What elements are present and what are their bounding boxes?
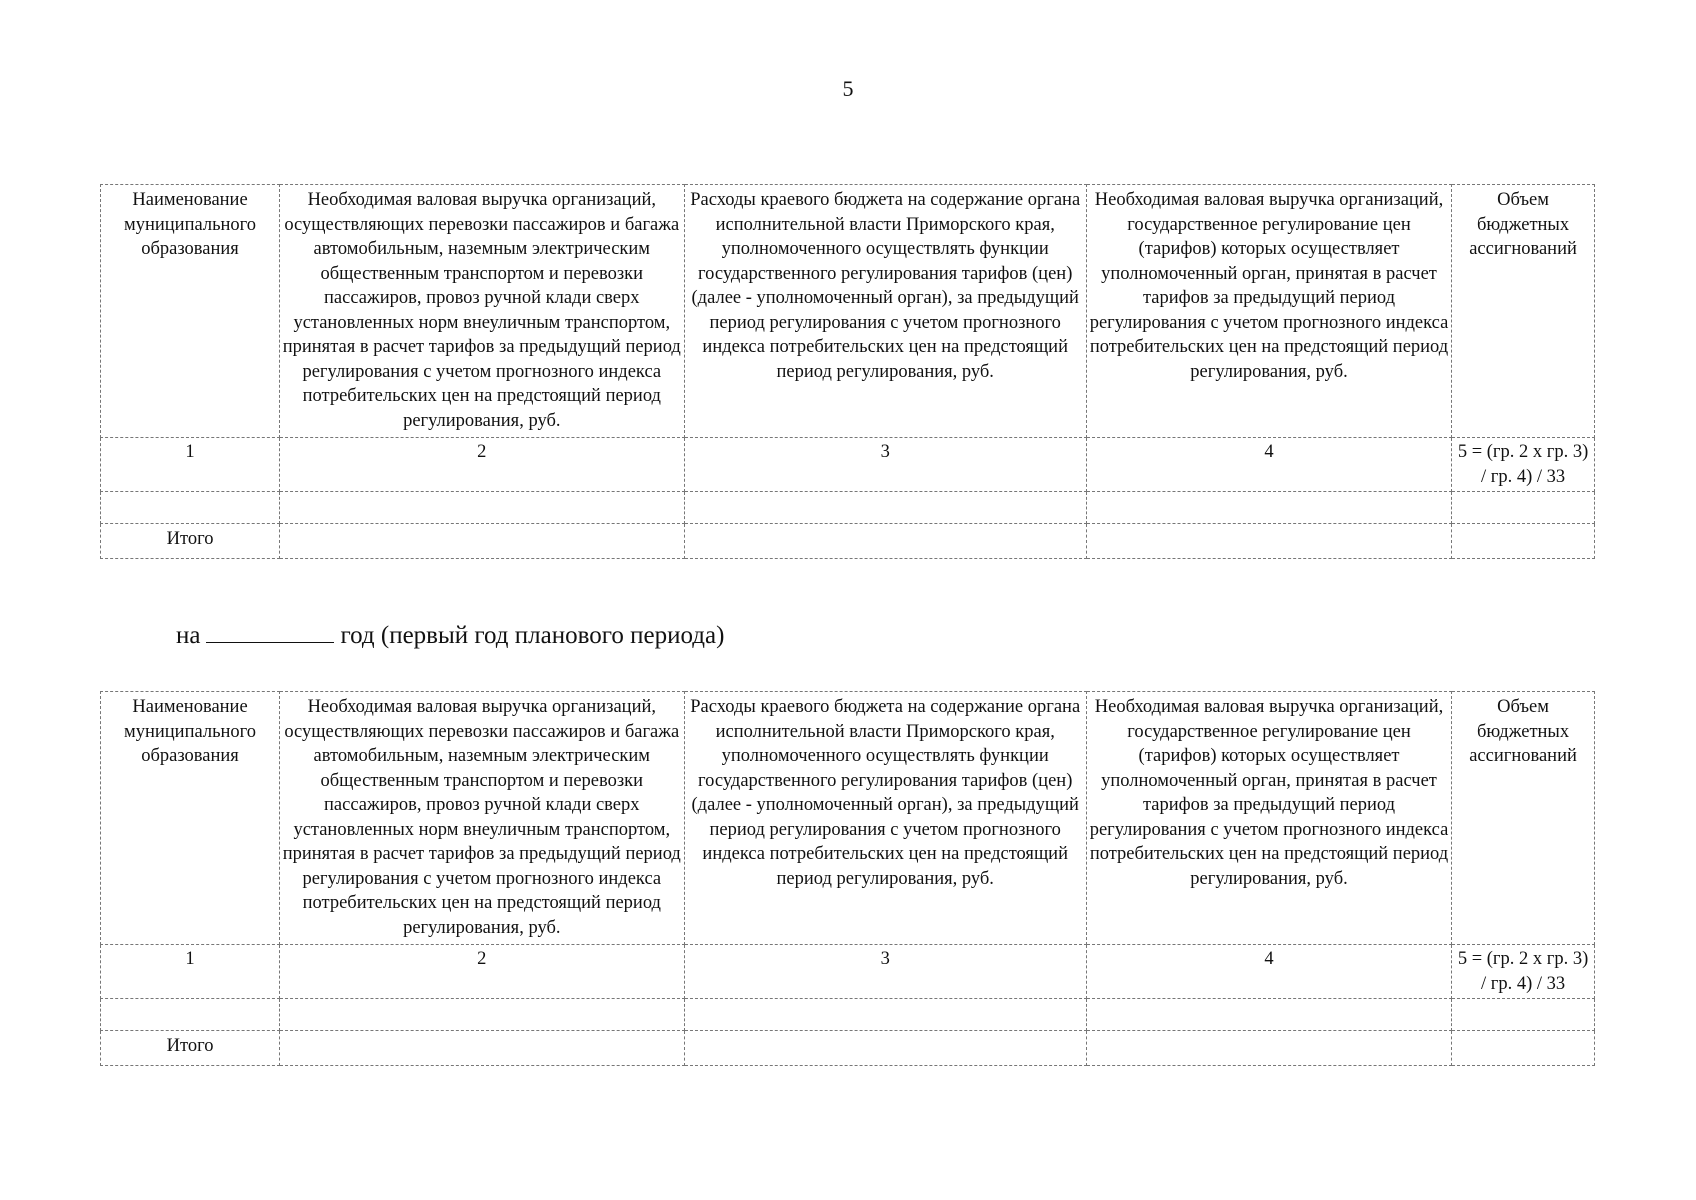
table-cell	[684, 1031, 1086, 1066]
table-cell	[101, 492, 280, 524]
allocation-table-2	[100, 691, 1595, 1066]
column-number: 5 = (гр. 2 x гр. 3) / гр. 4) / 33	[1452, 945, 1595, 999]
year-blank-line	[206, 620, 334, 643]
table-cell	[1086, 999, 1451, 1031]
table-cell	[1452, 999, 1595, 1031]
header-row	[101, 692, 1595, 945]
table-cell	[1452, 1031, 1595, 1066]
column-number: 3	[684, 945, 1086, 999]
column-number: 2	[280, 945, 684, 999]
header-budget-expenses: Расходы краевого бюджета на содержание органа исполнительной власти Приморского края, уполномоченного осуществлять функции государственного регулирования тарифов (цен) (далее - уполномоченный орган), за предыдущий период регулирования с учетом прогнозного индекса потребительских цен на предстоящий период регулирования, руб.	[684, 185, 1086, 438]
column-number-row	[101, 438, 1595, 492]
column-number: 1	[101, 945, 280, 999]
table-cell	[280, 492, 684, 524]
total-label: Итого	[101, 524, 280, 559]
column-number: 2	[280, 438, 684, 492]
header-budget-allocation: Объем бюджетных ассигнований	[1452, 692, 1595, 945]
empty-data-row	[101, 492, 1595, 524]
table-cell	[280, 1031, 684, 1066]
period-suffix: год (первый год планового периода)	[340, 622, 725, 649]
total-label: Итого	[101, 1031, 280, 1066]
page-number: 5	[842, 76, 854, 101]
column-number: 3	[684, 438, 1086, 492]
table-cell	[1086, 1031, 1451, 1066]
table-cell	[1086, 492, 1451, 524]
table-cell	[684, 524, 1086, 559]
header-budget-allocation: Объем бюджетных ассигнований	[1452, 185, 1595, 438]
period-prefix: на	[176, 622, 201, 649]
header-municipality: Наименование муниципального образования	[101, 692, 280, 945]
header-carrier-revenue: Необходимая валовая выручка организаций, осуществляющих перевозки пассажиров и багажа автомобильным, наземным электрическим общественным транспортом и перевозки пассажиров, провоз ручной клади сверх установленных норм внеуличным транспортом, принятая в расчет тарифов за предыдущий период регулирования с учетом прогнозного индекса потребительских цен на предстоящий период регулирования, руб.	[280, 692, 684, 945]
column-number: 5 = (гр. 2 x гр. 3) / гр. 4) / 33	[1452, 438, 1595, 492]
total-row	[101, 1031, 1595, 1066]
table-cell	[280, 524, 684, 559]
header-budget-expenses: Расходы краевого бюджета на содержание органа исполнительной власти Приморского края, уполномоченного осуществлять функции государственного регулирования тарифов (цен) (далее - уполномоченный орган), за предыдущий период регулирования с учетом прогнозного индекса потребительских цен на предстоящий период регулирования, руб.	[684, 692, 1086, 945]
column-number: 4	[1086, 945, 1451, 999]
header-regulated-revenue: Необходимая валовая выручка организаций, государственное регулирование цен (тарифов) которых осуществляет уполномоченный орган, принятая в расчет тарифов за предыдущий период регулирования с учетом прогнозного индекса потребительских цен на предстоящий период регулирования, руб.	[1086, 692, 1451, 945]
header-regulated-revenue: Необходимая валовая выручка организаций, государственное регулирование цен (тарифов) которых осуществляет уполномоченный орган, принятая в расчет тарифов за предыдущий период регулирования с учетом прогнозного индекса потребительских цен на предстоящий период регулирования, руб.	[1086, 185, 1451, 438]
table-cell	[1086, 524, 1451, 559]
column-number: 1	[101, 438, 280, 492]
header-municipality: Наименование муниципального образования	[101, 185, 280, 438]
table-cell	[1452, 492, 1595, 524]
table-cell	[1452, 524, 1595, 559]
table-cell	[101, 999, 280, 1031]
header-carrier-revenue: Необходимая валовая выручка организаций, осуществляющих перевозки пассажиров и багажа автомобильным, наземным электрическим общественным транспортом и перевозки пассажиров, провоз ручной клади сверх установленных норм внеуличным транспортом, принятая в расчет тарифов за предыдущий период регулирования с учетом прогнозного индекса потребительских цен на предстоящий период регулирования, руб.	[280, 185, 684, 438]
table-cell	[684, 999, 1086, 1031]
table-cell	[280, 999, 684, 1031]
table-cell	[684, 492, 1086, 524]
empty-data-row	[101, 999, 1595, 1031]
period-heading	[176, 620, 724, 651]
column-number: 4	[1086, 438, 1451, 492]
total-row	[101, 524, 1595, 559]
column-number-row	[101, 945, 1595, 999]
allocation-table-1	[100, 184, 1595, 559]
header-row	[101, 185, 1595, 438]
